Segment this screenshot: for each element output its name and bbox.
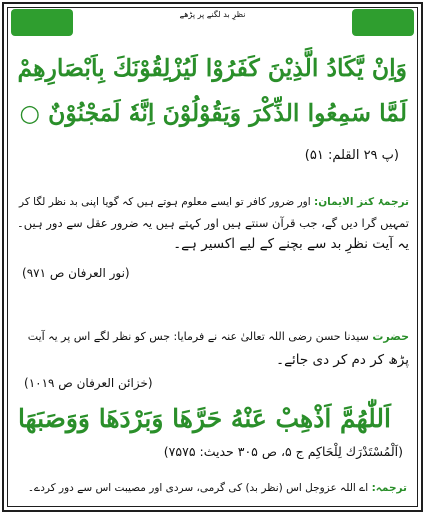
hadith-line-2: پڑھ کر دم کر دی جائے۔: [276, 352, 409, 368]
translation-line-1: [19, 196, 409, 208]
hadith-label: حضرت: [372, 330, 409, 343]
khazain-reference: (خزائن العرفان ص ۱۰۱۹): [24, 376, 153, 390]
final-translation-text: اے اللہ عزوجل اس (نظر بد) کی گرمی، سردی اور مصیبت اس سے دور کردے۔: [27, 482, 369, 494]
verse-reference: (پ ۲۹ القلم: ۵۱): [304, 148, 399, 163]
translation-text-1: اور ضرور کافر تو ایسے معلوم ہوتے ہیں کہ گویا اپنی بد نظر لگا کر: [19, 196, 311, 208]
card: [2, 2, 423, 512]
verse-line-2: لَمَّا سَمِعُوا الذِّكْرَ وَيَقُوْلُوْنَ اِنَّهٗ لَمَجْنُوْنٌ ○: [19, 99, 407, 127]
hadith-text-1: سیدنا حسن رضی اللہ تعالیٰ عنہ نے فرمایا: جس کو نظر لگے اس پر یہ آیت: [27, 330, 369, 343]
translation-line-3: یہ آیت نظرِ بد سے بچنے کے لیے اکسیر ہے۔: [173, 236, 409, 252]
heading: نظرِ بد لگنے پر پڑھے: [179, 10, 246, 19]
translation-label: ترجمۂ کنز الایمان:: [314, 196, 409, 208]
dua-arabic: اَللّٰهُمَّ اَذْهِبْ عَنْهُ حَرَّهَا وَبَرْدَهَا وَوَصَبَهَا: [17, 404, 391, 433]
translation-line-2: تمہیں گرا دیں گے، جب قرآن سنتے ہیں اور کہتے ہیں یہ ضرور عقل سے دور ہیں۔: [16, 216, 409, 230]
final-translation-label: ترجمہ:: [371, 482, 407, 494]
verse-line-1: وَاِنْ يَّكَادُ الَّذِيْنَ كَفَرُوْا لَيُزْلِقُوْنَكَ بِاَبْصَارِهِمْ: [17, 54, 407, 82]
irfan-reference: (نور العرفان ص ۹۷۱): [22, 266, 130, 280]
hadith-line-1: [28, 330, 409, 343]
final-translation: [28, 482, 407, 494]
dua-reference: (اَلْمُسْتَدْرَك لِلْحَاكِم ج ۵، ص ۳۰۵ حدیث: ۷۵۷۵): [163, 444, 403, 459]
